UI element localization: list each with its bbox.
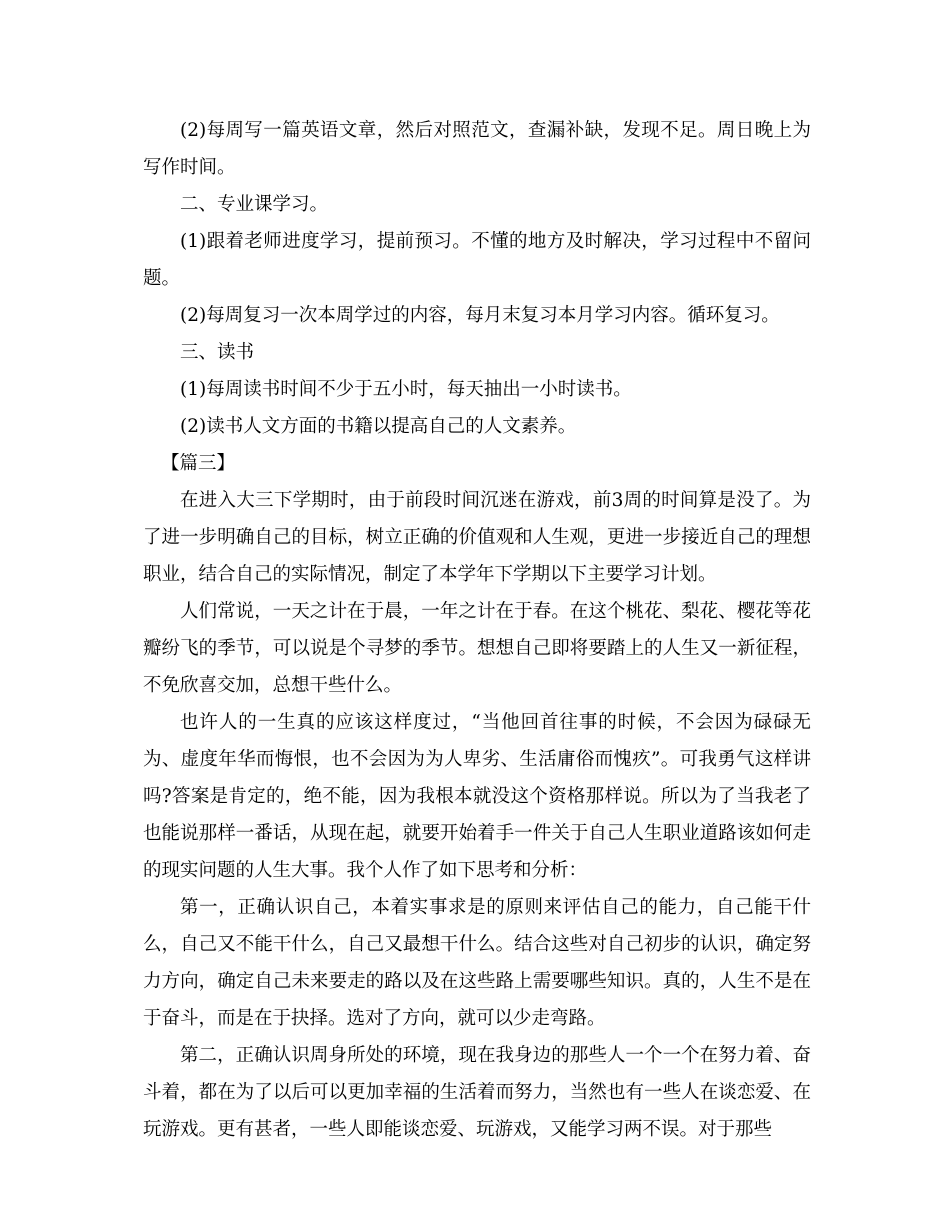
document-body: [143, 112, 811, 1148]
paragraph-reading-time: (1)每周读书时间不少于五小时，每天抽出一小时读书。: [180, 379, 632, 400]
paragraph-weekly-english-writing: (2)每周写一篇英语文章，然后对照范文，查漏补缺，发现不足。周日晚上为写作时间。: [143, 120, 811, 178]
paragraph-follow-teacher-progress: (1)跟着老师进度学习，提前预习。不懂的地方及时解决，学习过程中不留问题。: [143, 231, 811, 289]
paragraph-first-know-yourself: 第一，正确认识自己，本着实事求是的原则来评估自己的能力，自己能干什么，自己又不能干什么，自己又最想干什么。结合这些对自己初步的认识，确定努力方向，确定自己未来要走的路以及在这些路上需要哪些知识。真的，人生不是在于奋斗，而是在于抉择。选对了方向，就可以少走弯路。: [143, 897, 811, 1029]
heading-major-course-study: 二、专业课学习。: [180, 194, 329, 215]
paragraph-junior-year-intro: 在进入大三下学期时，由于前段时间沉迷在游戏，前3周的时间算是没了。为了进一步明确自己的目标，树立正确的价值观和人生观，更进一步接近自己的理想职业，结合自己的实际情况，制定了本学年下学期以下主要学习计划。: [143, 490, 811, 585]
paragraph-weekly-review: (2)每周复习一次本周学过的内容，每月末复习本月学习内容。循环复习。: [180, 305, 780, 326]
heading-reading: 三、读书: [180, 342, 255, 363]
paragraph-life-reflection: 也许人的一生真的应该这样度过，“当他回首往事的时候，不会因为碌碌无为、虚度年华而悔恨，也不会因为为人卑劣、生活庸俗而愧疚”。可我勇气这样讲吗?答案是肯定的，绝不能，因为我根本就没这个资格那样说。所以为了当我老了也能说那样一番话，从现在起，就要开始着手一件关于自己人生职业道路该如何走的现实问题的人生大事。我个人作了如下思考和分析：: [143, 712, 811, 881]
paragraph-spring-season: 人们常说，一天之计在于晨，一年之计在于春。在这个桃花、梨花、樱花等花瓣纷飞的季节，可以说是个寻梦的季节。想想自己即将要踏上的人生又一新征程，不免欣喜交加，总想干些什么。: [143, 601, 811, 696]
section-heading-part-three: 【篇三】: [161, 453, 236, 474]
paragraph-humanities-books: (2)读书人文方面的书籍以提高自己的人文素养。: [180, 416, 577, 437]
paragraph-second-environment: 第二，正确认识周身所处的环境，现在我身边的那些人一个一个在努力着、奋斗着，都在为了以后可以更加幸福的生活着而努力，当然也有一些人在谈恋爱、在玩游戏。更有甚者，一些人即能谈恋爱、玩游戏，又能学习两不误。对于那些: [143, 1045, 811, 1140]
